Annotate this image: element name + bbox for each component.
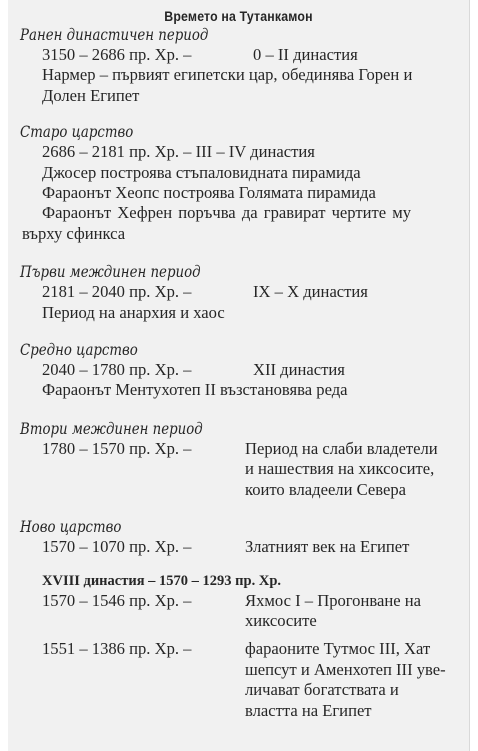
section-heading: Старо царство (20, 123, 134, 142)
dynasty-label: IX – X династия (253, 282, 368, 302)
timeline-row (8, 45, 469, 65)
date-range: 3150 – 2686 пр. Хр. – (42, 45, 192, 64)
date-range: 1570 – 1546 пр. Хр. – (42, 590, 192, 610)
event-text-block (245, 591, 469, 632)
document-page (8, 0, 470, 751)
event-text-block (245, 439, 469, 500)
section-xviii-dynasty (8, 571, 469, 721)
event-text: които владеели Севера (245, 479, 407, 499)
section-old-kingdom (8, 122, 469, 244)
date-dynasty-line: 2686 – 2181 пр. Хр. – III – IV династия (42, 142, 315, 162)
section-middle-kingdom (8, 340, 469, 401)
timeline-row (8, 591, 469, 632)
date-range: 1551 – 1386 пр. Хр. – (42, 639, 192, 659)
page-title: Времето на Тутанкамон (164, 8, 313, 24)
section-heading: Ново царство (20, 518, 122, 537)
timeline-row (8, 639, 469, 721)
event-text: Яхмос I – Прогонване на (245, 590, 421, 610)
dynasty-heading: XVIII династия – 1570 – 1293 пр. Хр. (42, 572, 282, 589)
event-text: Фараонът Хеопс построява Голямата пирамида (42, 183, 376, 203)
event-text: Джосер построява стъпаловидната пирамида (42, 162, 361, 182)
section-heading: Ранен династичен период (20, 26, 209, 44)
date-range: 2040 – 1780 пр. Хр. – (42, 360, 192, 380)
timeline-row (8, 537, 469, 557)
dynasty-label: XII династия (253, 360, 345, 380)
event-text-block (245, 639, 469, 721)
event-text: личават богатствата и (245, 680, 399, 700)
date-range: 2181 – 2040 пр. Хр. – (42, 282, 192, 302)
section-heading: Първи междинен период (20, 263, 201, 282)
event-text: шепсут и Аменхотеп III уве- (245, 659, 446, 679)
section-first-intermediate (8, 262, 469, 323)
event-text: Фараонът Хефрен поръчва да гравират чертите му (42, 203, 412, 223)
timeline-row (8, 282, 469, 302)
event-text: фараоните Тутмос III, Хат (245, 639, 431, 659)
event-text: властта на Египет (245, 700, 372, 720)
event-text: хиксосите (245, 610, 317, 630)
event-text-cont: Долен Египет (42, 85, 140, 105)
event-text: Фараонът Ментухотеп II възстановява реда (42, 380, 348, 400)
timeline-row (8, 360, 469, 380)
event-text: и нашествия на хиксосите, (245, 459, 435, 479)
section-heading: Втори междинен период (20, 419, 203, 438)
event-text: Златният век на Египет (245, 537, 410, 557)
event-text-cont: върху сфинкса (22, 223, 126, 243)
section-new-kingdom (8, 517, 469, 557)
event-text: Период на слаби владетели (245, 438, 438, 458)
section-early-dynastic (8, 25, 469, 106)
date-range: 1570 – 1070 пр. Хр. – (42, 537, 192, 557)
event-text: Период на анархия и хаос (42, 302, 225, 322)
event-text: Нармер – първият египетски цар, обединява Горен и (42, 65, 413, 85)
section-heading: Средно царство (20, 341, 138, 360)
section-second-intermediate (8, 419, 469, 500)
date-range: 1780 – 1570 пр. Хр. – (42, 438, 192, 458)
dynasty-label: 0 – II династия (253, 45, 358, 64)
timeline-row (8, 439, 469, 500)
